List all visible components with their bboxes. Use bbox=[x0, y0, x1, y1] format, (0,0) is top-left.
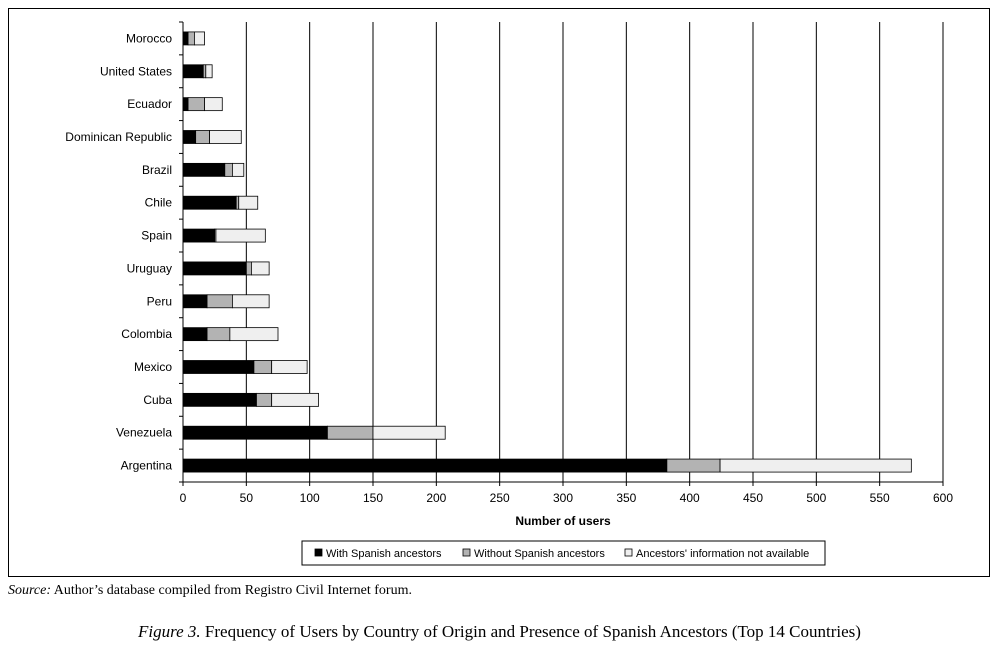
bar-segment bbox=[210, 131, 242, 144]
x-tick-label: 500 bbox=[806, 491, 827, 505]
bar-segment bbox=[230, 328, 278, 341]
bar-segment bbox=[183, 426, 327, 439]
y-tick-label: Mexico bbox=[133, 360, 172, 374]
y-tick-label: Morocco bbox=[125, 31, 172, 46]
source-text: Author’s database compiled from Registro Civil Internet forum. bbox=[53, 583, 412, 598]
legend-swatch bbox=[315, 549, 322, 556]
x-tick-label: 0 bbox=[179, 491, 187, 505]
x-tick-label: 300 bbox=[552, 491, 574, 505]
bar-segment bbox=[327, 426, 373, 439]
bar-segment bbox=[183, 196, 236, 209]
bar-segment bbox=[183, 163, 225, 176]
y-tick-label: Cuba bbox=[143, 392, 172, 407]
x-tick-label: 150 bbox=[362, 491, 384, 505]
bar-segment bbox=[256, 393, 271, 406]
bar-segment bbox=[205, 98, 223, 111]
bar-segment bbox=[373, 426, 445, 439]
bar-segment bbox=[251, 262, 269, 275]
bar-segment bbox=[216, 229, 265, 242]
bar-segment bbox=[183, 32, 188, 45]
bar-segment bbox=[272, 393, 319, 406]
bar-segment bbox=[225, 163, 233, 176]
bar-segment bbox=[188, 32, 194, 45]
x-tick-label: 550 bbox=[869, 491, 890, 505]
x-tick-label: 250 bbox=[489, 491, 510, 505]
source-label: Source: bbox=[8, 583, 52, 598]
bar-segment bbox=[239, 196, 258, 209]
bar-segment bbox=[207, 295, 232, 308]
x-tick-label: 450 bbox=[742, 491, 764, 505]
bar-segment bbox=[720, 459, 911, 472]
bar-segment bbox=[183, 262, 246, 275]
x-tick-label: 600 bbox=[932, 491, 954, 505]
y-tick-label: Spain bbox=[141, 228, 172, 243]
legend-label: Ancestors' information not available bbox=[636, 548, 810, 560]
bar-segment bbox=[254, 361, 272, 374]
y-tick-label: Ecuador bbox=[127, 97, 172, 112]
bar-segment bbox=[272, 361, 307, 374]
legend-label: Without Spanish ancestors bbox=[474, 548, 605, 560]
y-tick-label: United States bbox=[99, 64, 172, 79]
bar-segment bbox=[207, 328, 230, 341]
legend-label: With Spanish ancestors bbox=[326, 548, 442, 560]
source-note bbox=[8, 583, 988, 599]
bar-segment bbox=[232, 295, 269, 308]
y-tick-label: Peru bbox=[146, 294, 172, 309]
bar-segment bbox=[183, 131, 196, 144]
bar-segment bbox=[206, 65, 212, 78]
figure-caption bbox=[0, 622, 999, 642]
bar-segment bbox=[667, 459, 720, 472]
caption-label: Figure 3. bbox=[138, 622, 201, 641]
x-tick-label: 50 bbox=[239, 491, 254, 505]
bar-segment bbox=[183, 295, 207, 308]
bar-segment bbox=[188, 98, 204, 111]
y-tick-label: Uruguay bbox=[126, 261, 172, 276]
y-tick-label: Venezuela bbox=[115, 425, 172, 440]
bar-segment bbox=[246, 262, 251, 275]
bar-segment bbox=[232, 163, 243, 176]
bar-segment bbox=[183, 65, 203, 78]
x-tick-label: 350 bbox=[616, 491, 637, 505]
legend-swatch bbox=[625, 549, 632, 556]
x-tick-label: 200 bbox=[426, 491, 447, 505]
y-tick-label: Colombia bbox=[121, 327, 172, 342]
legend-swatch bbox=[463, 549, 470, 556]
bar-segment bbox=[183, 328, 207, 341]
bar-segment bbox=[183, 229, 215, 242]
caption-text: Frequency of Users by Country of Origin and Presence of Spanish Ancestors (Top 14 Countries) bbox=[204, 622, 861, 641]
bar-segment bbox=[183, 361, 254, 374]
x-tick-label: 400 bbox=[679, 491, 700, 505]
y-tick-label: Dominican Republic bbox=[65, 130, 172, 144]
bar-segment bbox=[183, 98, 188, 111]
bar-segment bbox=[196, 131, 210, 144]
y-tick-label: Chile bbox=[144, 195, 172, 210]
bar-segment bbox=[194, 32, 204, 45]
x-axis-label: Number of users bbox=[515, 514, 611, 528]
bar-segment bbox=[183, 393, 256, 406]
bar-segment bbox=[183, 459, 667, 472]
y-tick-label: Brazil bbox=[141, 162, 172, 177]
y-tick-label: Argentina bbox=[120, 458, 172, 473]
x-tick-label: 100 bbox=[299, 491, 320, 505]
